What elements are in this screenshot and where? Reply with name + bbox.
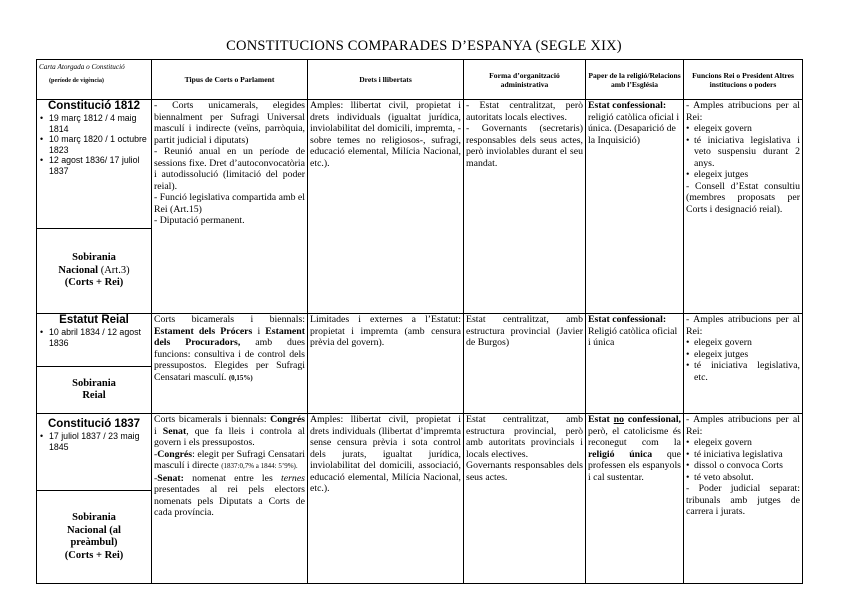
list-item: • elegeix govern	[686, 123, 800, 135]
funcions-1812: - Amples atribucions per al Rei: • elegeix govern • té iniciativa legislativa i veto suspensiu durant 2 anys. • elegeix jutges - Consell d’Estat consultiu (membres proposats per Corts i designació reial).	[684, 100, 803, 314]
constitution-name: Constitució 1812	[47, 100, 141, 112]
header-religio: Paper de la religió/Relacions amb l’Església	[586, 60, 684, 100]
sovereignty-1812: Sobirania Nacional (Art.3) (Corts + Rei)	[37, 229, 152, 314]
list-item: • elegeix jutges	[686, 169, 800, 181]
list-item: • dissol o convoca Corts	[686, 460, 800, 472]
date-item: • 10 març 1820 / 1 octubre 1823	[39, 134, 149, 155]
list-item: • té veto absolut.	[686, 472, 800, 484]
drets-1837: Amples: llibertat civil, propietat i drets individuals (llibertat d’impremta sense censura prèvia i sota control dels jurats, igualtat jurídica, inviolabilitat del domicili, associació, educació elemental, Milícia Nacional, etc.).	[308, 414, 464, 584]
corts-1812: - Corts unicamerals, elegides biennalment per Sufragi Universal masculí i indirecte (veïns, parròquia, partit judicial i diputats) - Reunió anual en un període de sessions fixe. Dret d’autoconvocatòria i autodissolució (limitació del poder reial). - Funció legislativa compartida amb el Rei (Art.15) - Diputació permanent.	[152, 100, 308, 314]
comparison-table	[36, 59, 803, 584]
header-funcions: Funcions Rei o President Altres institucions o poders	[684, 60, 803, 100]
drets-1812: Amples: llibertat civil, propietat i drets individuals (igualtat jurídica, inviolabilitat del domicili, impremta, -sobre temes no religiosos-, sufragi, educació elemental, Milícia Nacional, etc.).	[308, 100, 464, 314]
drets-estatut: Limitades i externes a l’Estatut: propietat i impremta (amb censura prèvia del govern).	[308, 314, 464, 414]
admin-estatut: Estat centralitzat, amb estructura provincial (Javier de Burgos)	[464, 314, 586, 414]
header-constitution: Carta Atorgada o Constitució (període de vigència)	[37, 60, 152, 100]
header-row	[37, 60, 803, 100]
list-item: • elegeix govern	[686, 337, 800, 349]
religio-1812: Estat confessional: religió catòlica oficial i única. (Desaparició de la Inquisició)	[586, 100, 684, 314]
date-item: • 17 juliol 1837 / 23 maig 1845	[39, 431, 149, 452]
row-1837-top	[37, 414, 803, 491]
corts-estatut: Corts bicamerals i biennals: Estament dels Prócers i Estament dels Procuradors, amb dues funcions: consultiva i de control dels pressupostos. Elegides per Sufragi Censatari masculí. (0,15%)	[152, 314, 308, 414]
constitution-1837-cell	[37, 414, 152, 491]
constitution-name: Estatut Reial	[59, 314, 129, 326]
constitution-estatut-cell	[37, 314, 152, 367]
row-1812-top	[37, 100, 803, 229]
date-item: • 10 abril 1834 / 12 agost 1836	[39, 327, 149, 348]
funcions-1837: - Amples atribucions per al Rei: • elegeix govern • té iniciativa legislativa • dissol o convoca Corts • té veto absolut. - Poder judicial separat: tribunals amb jutges de carrera i jurats.	[684, 414, 803, 584]
header-period: (període de vigència)	[49, 76, 104, 84]
date-item: • 19 març 1812 / 4 maig 1814	[39, 113, 149, 134]
date-list	[39, 327, 149, 348]
sovereignty-1837: Sobirania Nacional (al preàmbul) (Corts + Rei)	[37, 491, 152, 584]
constitution-name: Constitució 1837	[47, 418, 141, 430]
page-title: CONSTITUCIONS COMPARADES D’ESPANYA (SEGLE XIX)	[226, 38, 622, 54]
header-admin: Forma d’organització administrativa	[464, 60, 586, 100]
religio-1837: Estat no confessional, però, el catolicisme és reconegut com la religió única que professen els espanyols i cal sustentar.	[586, 414, 684, 584]
list-item: • elegeix jutges	[686, 349, 800, 361]
list-item: • elegeix govern	[686, 437, 800, 449]
list-item: • té iniciativa legislativa	[686, 449, 800, 461]
admin-1837: Estat centralitzat, amb estructura provincial, però amb autoritats provincials i locals electives. Governants responsables dels seus actes.	[464, 414, 586, 584]
funcions-estatut: - Amples atribucions per al Rei: • elegeix govern • elegeix jutges • té iniciativa legislativa, etc.	[684, 314, 803, 414]
religio-estatut: Estat confessional: Religió catòlica oficial i única	[586, 314, 684, 414]
list-item: • té iniciativa legislativa, etc.	[686, 360, 800, 383]
header-corts: Tipus de Corts o Parlament	[152, 60, 308, 100]
date-item: • 12 agost 1836/ 17 juliol 1837	[39, 155, 149, 176]
sovereignty-estatut: Sobirania Reial	[37, 367, 152, 414]
date-list	[39, 113, 149, 176]
row-estatut-top	[37, 314, 803, 367]
admin-1812: - Estat centralitzat, però autoritats locals electives. - Governants (secretaris) responsables dels seus actes, però inviolables durant el seu mandat.	[464, 100, 586, 314]
list-item: • té iniciativa legislativa i veto suspensiu durant 2 anys.	[686, 135, 800, 170]
corts-1837: Corts bicamerals i biennals: Congrés i Senat, que fa lleis i controla al govern i els pressupostos. -Congrés: elegit per Sufragi Censatari masculí i directe (1837:0,7% a 1844: 5’9%). -Senat: nomenat entre les ternes presentades al rei pels electors nomenats pels Diputats a Corts de cada província.	[152, 414, 308, 584]
date-list	[39, 431, 149, 452]
constitution-1812-cell	[37, 100, 152, 229]
header-drets: Drets i llibertats	[308, 60, 464, 100]
